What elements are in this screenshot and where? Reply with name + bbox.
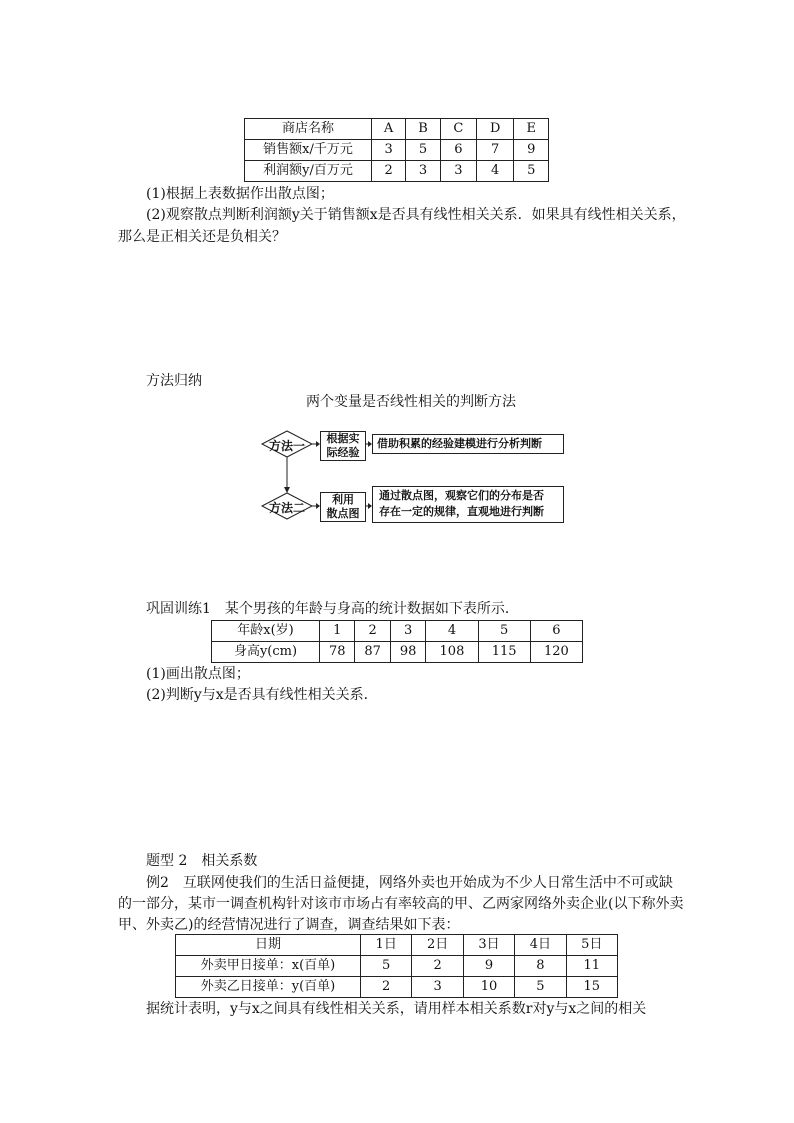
table-cell: 5日 <box>566 935 617 956</box>
delivery-orders-table <box>175 934 618 998</box>
example2-line: 例2 互联网使我们的生活日益便捷，网络外卖也开始成为不少人日常生活中不可或缺 <box>146 875 673 891</box>
table-cell: 2 <box>355 621 390 642</box>
table-cell: 78 <box>320 642 355 663</box>
table-row <box>176 935 618 956</box>
practice-item-2: (2)判断y与x是否具有线性相关关系． <box>146 687 378 703</box>
method-1-box <box>320 431 366 461</box>
table-row <box>212 621 583 642</box>
table-row <box>245 161 549 182</box>
method-2-box <box>320 492 366 522</box>
table-row <box>176 977 618 998</box>
table-cell: 115 <box>478 642 530 663</box>
question-item-2: (2)观察散点判断利润额y关于销售额x是否具有线性相关关系．如果具有线性相关关系， <box>146 207 686 223</box>
table-cell: 5 <box>515 977 566 998</box>
table-cell: E <box>514 119 549 140</box>
table-cell: 外卖乙日接单：y(百单) <box>176 977 361 998</box>
table-cell: 5 <box>361 956 412 977</box>
table-cell: 5 <box>478 621 530 642</box>
table-cell: 4 <box>476 161 514 182</box>
table-cell: 7 <box>476 140 514 161</box>
table-cell: 98 <box>390 642 425 663</box>
table-cell: 1 <box>320 621 355 642</box>
table-cell: 5 <box>406 140 441 161</box>
table-cell: 日期 <box>176 935 361 956</box>
practice-intro: 巩固训练1 某个男孩的年龄与身高的统计数据如下表所示． <box>146 601 519 617</box>
table-cell: 2 <box>412 956 463 977</box>
method-2-description-line: 存在一定的规律，直观地进行判断 <box>379 505 544 518</box>
table-cell: 利润额y/百万元 <box>245 161 372 182</box>
table-cell: 2 <box>372 161 406 182</box>
table-cell: C <box>440 119 476 140</box>
method-2-label: 方法二 <box>268 501 305 515</box>
table-cell: 3 <box>372 140 406 161</box>
method-2-box-line: 散点图 <box>326 507 360 520</box>
question-item-1: (1)根据上表数据作出散点图； <box>146 186 334 202</box>
table-cell: 商店名称 <box>245 119 372 140</box>
table-row <box>176 956 618 977</box>
table-cell: 5 <box>514 161 549 182</box>
example2-line: 的一部分，某市一调查机构针对该市市场占有率较高的甲、乙两家网络外卖企业(以下称外卖 <box>118 896 684 912</box>
question-item-2-continued: 那么是正相关还是负相关？ <box>118 229 286 245</box>
table-cell: 6 <box>530 621 582 642</box>
table-cell: D <box>476 119 514 140</box>
age-height-table <box>211 620 583 663</box>
table-cell: 15 <box>566 977 617 998</box>
method-1-description: 借助积累的经验建模进行分析判断 <box>372 434 564 454</box>
type2-heading: 题型 2 相关系数 <box>146 853 258 869</box>
table-cell: 87 <box>355 642 390 663</box>
table-cell: 10 <box>463 977 514 998</box>
table-cell: 6 <box>440 140 476 161</box>
method-1-label: 方法一 <box>268 439 305 453</box>
table-cell: 年龄x(岁) <box>212 621 320 642</box>
table-row <box>245 140 549 161</box>
table-cell: 3 <box>406 161 441 182</box>
table-row <box>245 119 549 140</box>
example2-last-line: 据统计表明，y与x之间具有线性相关关系，请用样本相关系数r对y与x之间的相关 <box>146 1001 647 1017</box>
table-cell: 1日 <box>361 935 412 956</box>
table-cell: 8 <box>515 956 566 977</box>
table-cell: A <box>372 119 406 140</box>
method-1-box-line: 际经验 <box>326 446 360 459</box>
table-cell: 3 <box>412 977 463 998</box>
method-title: 两个变量是否线性相关的判断方法 <box>306 394 516 410</box>
table-cell: 3 <box>440 161 476 182</box>
table-cell: 108 <box>426 642 478 663</box>
table-cell: 外卖甲日接单：x(百单) <box>176 956 361 977</box>
example2-line: 甲、外卖乙)的经营情况进行了调查，调查结果如下表： <box>118 917 460 933</box>
table-cell: 3日 <box>463 935 514 956</box>
table-cell: 2 <box>361 977 412 998</box>
table-cell: 11 <box>566 956 617 977</box>
table-cell: 3 <box>390 621 425 642</box>
table-cell: 销售额x/千万元 <box>245 140 372 161</box>
method-heading: 方法归纳 <box>146 373 202 389</box>
method-2-description <box>372 486 564 523</box>
table-row <box>212 642 583 663</box>
practice-item-1: (1)画出散点图； <box>146 666 250 682</box>
table-cell: 4日 <box>515 935 566 956</box>
table-cell: 4 <box>426 621 478 642</box>
method-2-box-line: 利用 <box>332 493 354 506</box>
store-sales-table <box>244 118 549 182</box>
table-cell: B <box>406 119 441 140</box>
table-cell: 9 <box>514 140 549 161</box>
method-2-description-line: 通过散点图，观察它们的分布是否 <box>379 489 544 502</box>
method-1-box-line: 根据实 <box>326 432 360 445</box>
table-cell: 身高y(cm) <box>212 642 320 663</box>
table-cell: 2日 <box>412 935 463 956</box>
table-cell: 120 <box>530 642 582 663</box>
arrowhead-down <box>284 487 290 493</box>
table-cell: 9 <box>463 956 514 977</box>
